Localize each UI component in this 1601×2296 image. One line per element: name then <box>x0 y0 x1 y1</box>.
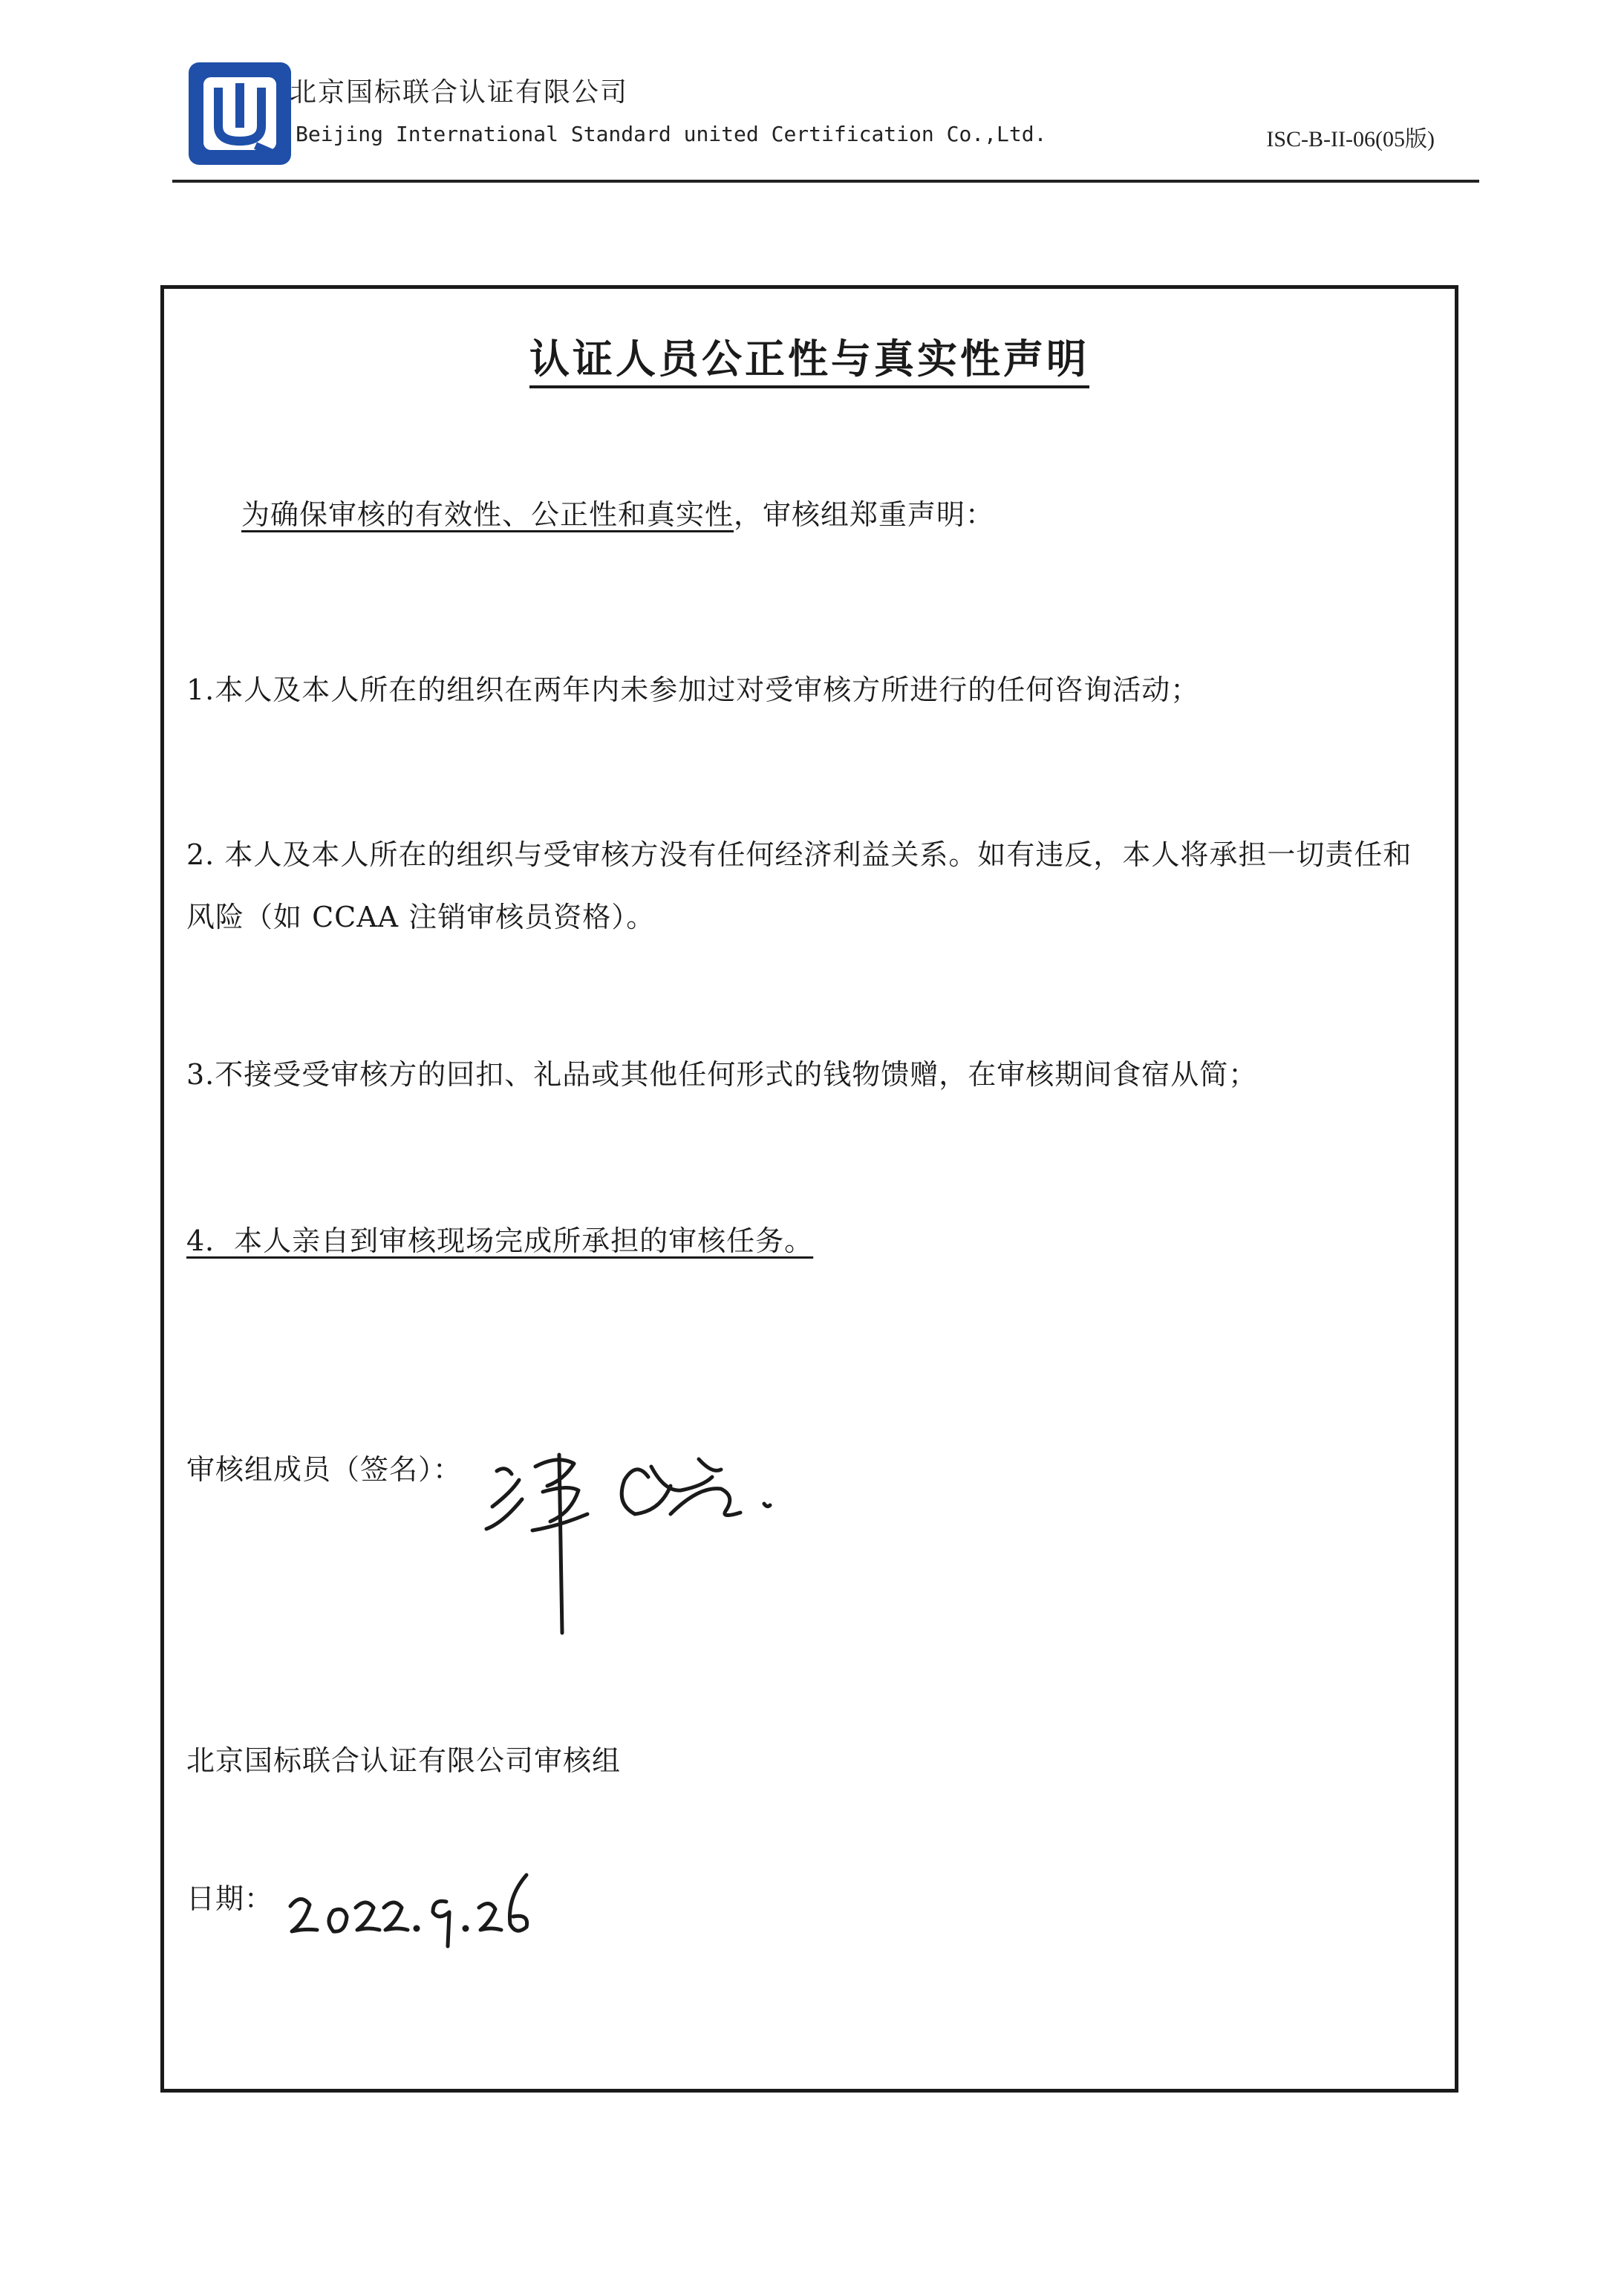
intro-underlined-text: 为确保审核的有效性、公正性和真实性 <box>241 498 734 531</box>
company-name-cn: 北京国标联合认证有限公司 <box>290 77 629 108</box>
document-code: ISC-B-II-06(05版) <box>1266 127 1435 151</box>
declaration-frame <box>160 285 1458 2093</box>
declaration-item-4-text: 4．本人亲自到审核现场完成所承担的审核任务。 <box>186 1224 814 1257</box>
handwritten-date-icon <box>284 1868 537 1949</box>
declaration-title <box>164 327 1455 385</box>
letterhead <box>172 53 1479 187</box>
header-divider <box>172 180 1479 183</box>
declaration-intro <box>241 483 1432 546</box>
declaration-title-text: 认证人员公正性与真实性声明 <box>529 336 1089 388</box>
date-row <box>186 1868 1432 1930</box>
declaration-item-3: 3.不接受受审核方的回扣、礼品或其他任何形式的钱物馈赠，在审核期间食宿从简； <box>186 1058 1258 1091</box>
declaration-item-2: 2. 本人及本人所在的组织与受审核方没有任何经济利益关系。如有违反，本人将承担一切责任和 <box>186 838 1412 871</box>
intro-rest-text: ，审核组郑重声明： <box>734 498 995 531</box>
declaration-item-1: 1.本人及本人所在的组织在两年内未参加过对受审核方所进行的任何咨询活动； <box>186 674 1200 706</box>
signer-label: 审核组成员（签名）： <box>186 1453 463 1486</box>
declaration-item-2-continued: 风险（如 CCAA 注销审核员资格）。 <box>186 901 656 933</box>
handwritten-signature-icon <box>476 1403 922 1670</box>
audit-team-org: 北京国标联合认证有限公司审核组 <box>186 1744 622 1777</box>
date-label: 日期： <box>186 1882 274 1915</box>
isc-logo-icon <box>184 58 296 169</box>
company-name-en: Beijing International Standard united Certification Co.,Ltd. <box>296 122 1047 146</box>
declaration-item-4 <box>186 1210 1432 1272</box>
